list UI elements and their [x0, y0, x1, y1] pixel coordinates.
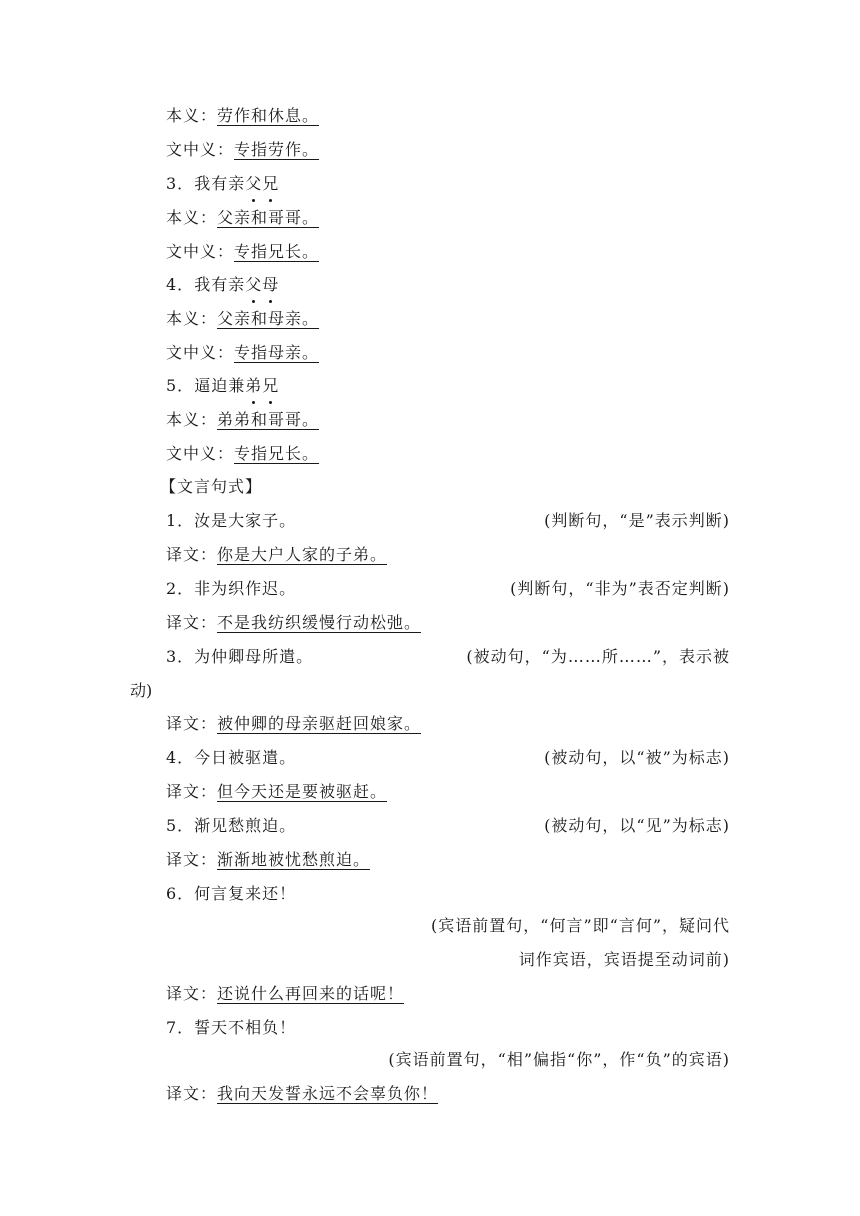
meaning-line-original	[166, 308, 319, 330]
sentence-text: 4．今日被驱遣。	[166, 748, 297, 767]
translation-label: 译文：	[166, 1084, 218, 1103]
sentence-6	[166, 883, 296, 905]
context-meaning-label: 文中义：	[166, 444, 235, 463]
translation-answer: 不是我纺织缓慢行动松弛。	[217, 613, 422, 632]
sentence-3	[166, 646, 313, 668]
original-meaning-answer: 父亲和母亲。	[217, 309, 320, 328]
original-meaning-answer: 弟弟和哥哥。	[217, 410, 320, 429]
sentence-text: 7．誓天不相负！	[166, 1018, 297, 1037]
meaning-line-context	[166, 139, 319, 161]
context-meaning-answer: 专指兄长。	[234, 444, 320, 463]
original-meaning-answer: 父亲和哥哥。	[217, 208, 320, 227]
item-number: 4．	[166, 275, 195, 294]
translation-label: 译文：	[166, 714, 218, 733]
sentence-6-note-line2: 词作宾语，宾语提至动词前)	[518, 950, 730, 969]
translation-6	[166, 983, 404, 1005]
emphasized-char: 母	[262, 275, 280, 294]
sentence-5	[166, 815, 296, 837]
emphasized-char: 兄	[262, 174, 280, 193]
sentence-3-note: (被动句，“为……所……”，表示被	[466, 647, 730, 666]
original-meaning-answer: 劳作和休息。	[217, 106, 320, 125]
context-meaning-answer: 专指兄长。	[234, 242, 320, 261]
sentence-2-note: (判断句，“非为”表否定判断)	[510, 579, 730, 598]
meaning-line-original	[166, 105, 319, 127]
sentence-4-note: (被动句，以“被”为标志)	[544, 748, 730, 767]
sentence-7-note: (宾语前置句，“相”偏指“你”，作“负”的宾语)	[388, 1050, 730, 1069]
item-text: 逼迫兼	[194, 376, 246, 395]
emphasized-char: 父	[245, 174, 263, 193]
sentence-text: 1．汝是大家子。	[166, 511, 297, 530]
translation-answer: 我向天发誓永远不会辜负你！	[217, 1084, 439, 1103]
translation-1	[166, 544, 387, 566]
item-3	[166, 173, 279, 195]
translation-5	[166, 849, 370, 871]
item-number: 5．	[166, 376, 195, 395]
translation-answer: 你是大户人家的子弟。	[217, 545, 388, 564]
original-meaning-label: 本义：	[166, 208, 218, 227]
translation-label: 译文：	[166, 984, 218, 1003]
translation-answer: 被仲卿的母亲驱赶回娘家。	[217, 714, 422, 733]
sentence-2	[166, 578, 296, 600]
translation-answer: 还说什么再回来的话呢！	[217, 984, 405, 1003]
context-meaning-label: 文中义：	[166, 242, 235, 261]
context-meaning-answer: 专指母亲。	[234, 343, 320, 362]
meaning-line-original	[166, 207, 319, 229]
sentence-4	[166, 747, 296, 769]
sentence-text: 2．非为织作迟。	[166, 579, 297, 598]
sentence-3-note-cont: 动)	[130, 681, 153, 700]
sentence-1-note: (判断句，“是”表示判断)	[544, 511, 730, 530]
meaning-line-context	[166, 241, 319, 263]
translation-label: 译文：	[166, 782, 218, 801]
translation-2	[166, 612, 421, 634]
sentence-5-note: (被动句，以“见”为标志)	[544, 816, 730, 835]
translation-3	[166, 713, 421, 735]
section-heading	[160, 476, 262, 498]
item-4	[166, 274, 279, 296]
translation-label: 译文：	[166, 613, 218, 632]
translation-label: 译文：	[166, 850, 218, 869]
item-text: 我有亲	[194, 275, 246, 294]
item-number: 3．	[166, 174, 195, 193]
sentence-7	[166, 1017, 296, 1039]
original-meaning-label: 本义：	[166, 106, 218, 125]
translation-answer: 渐渐地被忧愁煎迫。	[217, 850, 371, 869]
original-meaning-label: 本义：	[166, 410, 218, 429]
sentence-6-note-line1: (宾语前置句，“何言”即“言何”，疑问代	[431, 916, 730, 935]
emphasized-char: 父	[245, 275, 263, 294]
sentence-1	[166, 510, 296, 532]
meaning-line-context	[166, 443, 319, 465]
sentence-text: 5．渐见愁煎迫。	[166, 816, 297, 835]
sentence-text: 3．为仲卿母所遣。	[166, 647, 314, 666]
context-meaning-answer: 专指劳作。	[234, 140, 320, 159]
section-heading-text: 【文言句式】	[160, 477, 263, 496]
translation-4	[166, 781, 387, 803]
original-meaning-label: 本义：	[166, 309, 218, 328]
item-text: 我有亲	[194, 174, 246, 193]
translation-7	[166, 1083, 438, 1105]
context-meaning-label: 文中义：	[166, 343, 235, 362]
translation-label: 译文：	[166, 545, 218, 564]
sentence-text: 6．何言复来还！	[166, 884, 297, 903]
meaning-line-original	[166, 409, 319, 431]
meaning-line-context	[166, 342, 319, 364]
item-5	[166, 375, 279, 397]
context-meaning-label: 文中义：	[166, 140, 235, 159]
emphasized-char: 兄	[262, 376, 280, 395]
emphasized-char: 弟	[245, 376, 263, 395]
translation-answer: 但今天还是要被驱赶。	[217, 782, 388, 801]
